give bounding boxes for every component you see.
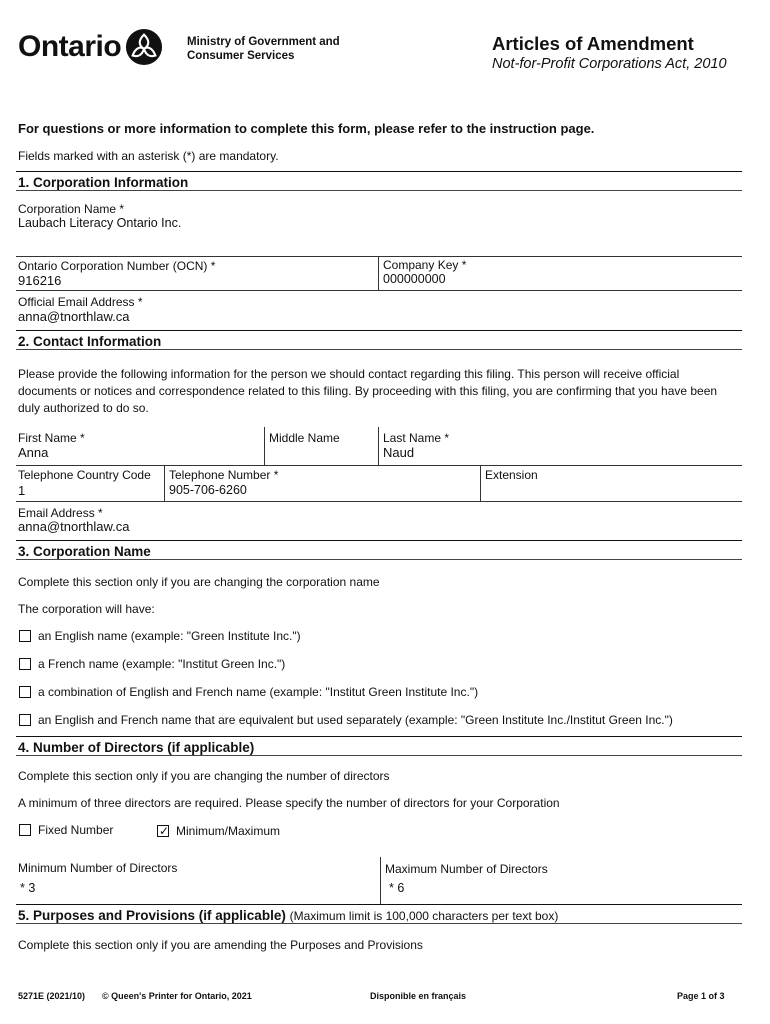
section-5-title-note: (Maximum limit is 100,000 characters per text box) xyxy=(289,909,559,923)
ontario-logo-text: Ontario xyxy=(18,30,122,63)
form-subtitle: Not-for-Profit Corporations Act, 2010 xyxy=(492,56,727,72)
corp-name-label: Corporation Name * xyxy=(18,202,125,216)
page-number: Page 1 of 3 xyxy=(677,991,725,1001)
ministry-name xyxy=(187,35,367,63)
divider xyxy=(16,256,742,257)
min-max-checkbox[interactable] xyxy=(157,825,169,837)
instruction-text: For questions or more information to complete this form, please refer to the instruction page. xyxy=(18,121,595,136)
section-2-title: 2. Contact Information xyxy=(18,334,162,349)
min-directors-field[interactable]: * 3 xyxy=(20,881,36,895)
max-directors-field[interactable]: * 6 xyxy=(389,881,405,895)
english-name-option-label: an English name (example: "Green Institute Inc.") xyxy=(38,629,301,643)
company-key-field[interactable]: 000000000 xyxy=(383,272,446,286)
corp-name-field[interactable]: Laubach Literacy Ontario Inc. xyxy=(18,216,182,230)
ministry-line-2: Consumer Services xyxy=(187,50,295,62)
copyright: © Queen's Printer for Ontario, 2021 xyxy=(102,991,252,1001)
trillium-logo-icon xyxy=(125,28,163,66)
divider xyxy=(16,290,742,291)
section-5-title: 5. Purposes and Provisions (if applicable) xyxy=(18,908,286,923)
official-email-field[interactable]: anna@tnorthlaw.ca xyxy=(18,309,130,324)
section-4-title: 4. Number of Directors (if applicable) xyxy=(18,740,255,755)
english-name-checkbox[interactable] xyxy=(19,630,31,642)
form-title: Articles of Amendment xyxy=(492,33,694,54)
combined-name-option-label: a combination of English and French name (example: "Institut Green Institute Inc.") xyxy=(38,685,479,699)
divider xyxy=(380,857,381,904)
company-key-label: Company Key * xyxy=(383,258,467,272)
ocn-label: Ontario Corporation Number (OCN) * xyxy=(18,259,216,273)
check-icon: ✓ xyxy=(159,824,170,838)
section-3-header xyxy=(16,540,742,560)
section-3-title: 3. Corporation Name xyxy=(18,544,151,559)
contact-description: Please provide the following information for the person we should contact regarding this filing. This person will receive official documents or notices and correspondence related to this filing. By proceeding with this filing, you are confirming that you have been duly authorized to do so. xyxy=(18,367,718,415)
ocn-field[interactable]: 916216 xyxy=(18,273,62,288)
official-email-label: Official Email Address * xyxy=(18,295,143,309)
last-name-label: Last Name * xyxy=(383,431,450,445)
country-code-label: Telephone Country Code xyxy=(18,468,151,482)
contact-email-label: Email Address * xyxy=(18,506,103,520)
section-2-header xyxy=(16,330,742,350)
last-name-field[interactable]: Naud xyxy=(383,445,415,460)
section-5-header xyxy=(16,904,742,924)
mandatory-note: Fields marked with an asterisk (*) are mandatory. xyxy=(18,149,279,163)
divider xyxy=(378,256,379,290)
section-1-header xyxy=(16,171,742,191)
divider xyxy=(480,465,481,501)
country-code-field[interactable]: 1 xyxy=(18,483,26,498)
fixed-number-label: Fixed Number xyxy=(38,823,114,837)
separate-names-checkbox[interactable] xyxy=(19,714,31,726)
fixed-number-checkbox[interactable] xyxy=(19,824,31,836)
max-directors-label: Maximum Number of Directors xyxy=(385,862,548,876)
min-max-label: Minimum/Maximum xyxy=(176,824,281,838)
divider xyxy=(164,465,165,501)
section-3-lead: The corporation will have: xyxy=(18,602,155,616)
divider xyxy=(16,501,742,502)
min-directors-label: Minimum Number of Directors xyxy=(18,861,178,875)
section-4-header xyxy=(16,736,742,756)
middle-name-label: Middle Name xyxy=(269,431,340,445)
section-4-note: Complete this section only if you are changing the number of directors xyxy=(18,769,390,783)
section-5-note: Complete this section only if you are amending the Purposes and Provisions xyxy=(18,938,423,952)
form-number: 5271E (2021/10) xyxy=(18,991,86,1001)
divider xyxy=(378,427,379,465)
separate-names-option-label: an English and French name that are equivalent but used separately (example: "Green Institute Inc./Institut Green Inc.") xyxy=(38,713,673,727)
section-3-note: Complete this section only if you are changing the corporation name xyxy=(18,575,380,589)
divider xyxy=(16,465,742,466)
phone-label: Telephone Number * xyxy=(169,468,279,482)
first-name-field[interactable]: Anna xyxy=(18,445,49,460)
french-name-checkbox[interactable] xyxy=(19,658,31,670)
section-4-lead: A minimum of three directors are required. Please specify the number of directors for your Corporation xyxy=(18,796,560,810)
french-name-option-label: a French name (example: "Institut Green Inc.") xyxy=(38,657,286,671)
french-availability: Disponible en français xyxy=(370,991,467,1001)
phone-field[interactable]: 905-706-6260 xyxy=(169,483,247,497)
combined-name-checkbox[interactable] xyxy=(19,686,31,698)
ministry-line-1: Ministry of Government and xyxy=(187,36,340,48)
first-name-label: First Name * xyxy=(18,431,85,445)
extension-label: Extension xyxy=(485,468,538,482)
divider xyxy=(264,427,265,465)
section-1-title: 1. Corporation Information xyxy=(18,175,189,190)
contact-email-field[interactable]: anna@tnorthlaw.ca xyxy=(18,519,130,534)
